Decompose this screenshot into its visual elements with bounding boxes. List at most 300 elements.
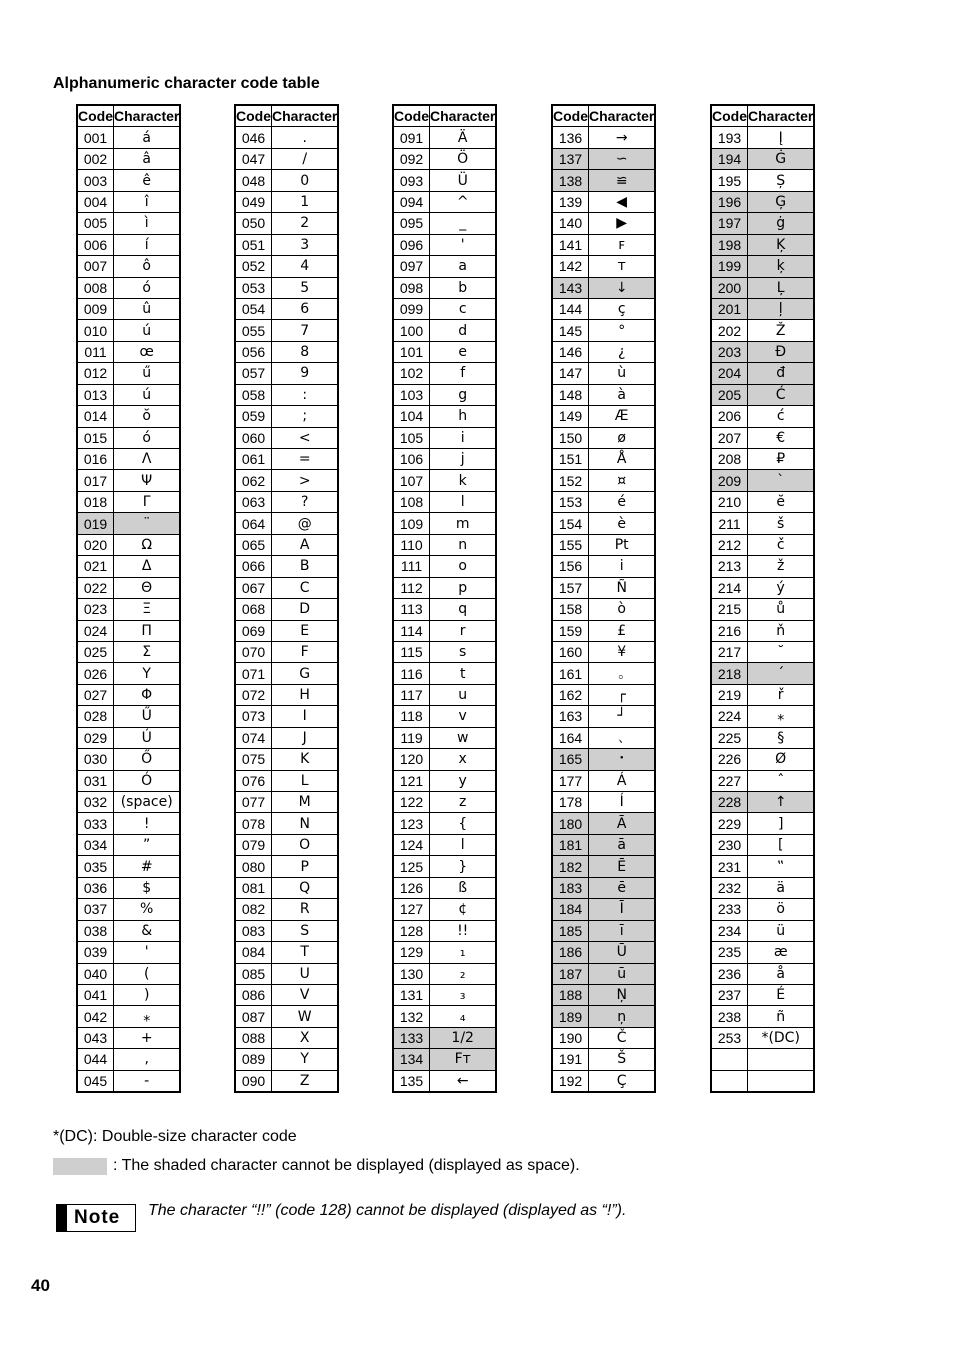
code-cell: 144 <box>552 298 589 319</box>
character-cell: ∽ <box>589 148 656 169</box>
table-row <box>552 942 655 963</box>
table-row <box>711 963 814 984</box>
code-cell: 234 <box>711 920 748 941</box>
code-cell: 020 <box>77 534 114 555</box>
character-cell: ､ <box>589 727 656 748</box>
table-row <box>393 298 496 319</box>
character-cell: 8 <box>272 341 339 362</box>
character-cell: ř <box>748 684 815 705</box>
character-cell: ū <box>589 963 656 984</box>
character-cell: ” <box>114 834 181 855</box>
code-cell: 082 <box>235 899 272 920</box>
code-cell: 036 <box>77 877 114 898</box>
code-cell: 230 <box>711 834 748 855</box>
code-cell: 067 <box>235 577 272 598</box>
code-cell: 086 <box>235 984 272 1005</box>
code-header: Code <box>393 105 430 127</box>
code-cell: 025 <box>77 641 114 662</box>
code-cell: 092 <box>393 148 430 169</box>
code-cell: 077 <box>235 792 272 813</box>
character-cell: l <box>430 834 497 855</box>
table-row <box>77 556 180 577</box>
character-header: Character <box>589 105 656 127</box>
character-cell: ˋ <box>748 470 815 491</box>
character-cell: Ó <box>114 770 181 791</box>
table-row <box>77 684 180 705</box>
table-row <box>711 641 814 662</box>
table-row <box>711 534 814 555</box>
character-cell: ű <box>114 363 181 384</box>
character-cell: ¿ <box>589 341 656 362</box>
table-row <box>393 1049 496 1070</box>
header-row <box>77 105 180 127</box>
table-row <box>77 363 180 384</box>
code-header: Code <box>77 105 114 127</box>
character-cell: Į <box>748 127 815 148</box>
character-cell: Ő <box>114 749 181 770</box>
character-cell: Ű <box>114 706 181 727</box>
code-cell: 162 <box>552 684 589 705</box>
table-row <box>711 191 814 212</box>
code-cell: 159 <box>552 620 589 641</box>
character-cell: Ķ <box>748 234 815 255</box>
table-row <box>711 449 814 470</box>
table-row <box>393 556 496 577</box>
table-row <box>77 792 180 813</box>
character-cell: Æ <box>589 406 656 427</box>
table-row <box>393 856 496 877</box>
character-cell: å <box>748 963 815 984</box>
code-cell: 135 <box>393 1070 430 1092</box>
code-cell: 109 <box>393 513 430 534</box>
character-cell: ⁎ <box>114 1006 181 1027</box>
table-row <box>77 427 180 448</box>
code-cell: 001 <box>77 127 114 148</box>
character-cell: Ș <box>748 170 815 191</box>
code-cell: 107 <box>393 470 430 491</box>
code-cell: 095 <box>393 213 430 234</box>
character-cell: Ü <box>430 170 497 191</box>
code-cell: 079 <box>235 834 272 855</box>
table-row <box>235 234 338 255</box>
table-row <box>393 706 496 727</box>
character-cell: g <box>430 384 497 405</box>
character-cell: + <box>114 1027 181 1048</box>
character-cell: [ <box>748 834 815 855</box>
table-row <box>711 170 814 191</box>
character-cell: Ξ <box>114 599 181 620</box>
code-cell: 207 <box>711 427 748 448</box>
code-cell: 111 <box>393 556 430 577</box>
code-cell: 057 <box>235 363 272 384</box>
code-table-4 <box>551 104 656 1093</box>
code-cell: 068 <box>235 599 272 620</box>
table-row <box>77 491 180 512</box>
table-row <box>711 127 814 148</box>
character-cell: ê <box>114 170 181 191</box>
table-row <box>711 491 814 512</box>
code-cell: 011 <box>77 341 114 362</box>
table-row <box>77 899 180 920</box>
character-cell: Å <box>589 449 656 470</box>
table-row <box>235 556 338 577</box>
table-row <box>552 877 655 898</box>
table-row <box>77 963 180 984</box>
character-cell: / <box>272 148 339 169</box>
character-cell: *(DC) <box>748 1027 815 1048</box>
table-row <box>235 899 338 920</box>
character-cell: ! <box>114 813 181 834</box>
table-row <box>77 191 180 212</box>
code-cell: 085 <box>235 963 272 984</box>
code-cell: 030 <box>77 749 114 770</box>
code-cell: 018 <box>77 491 114 512</box>
code-cell: 233 <box>711 899 748 920</box>
code-cell: 216 <box>711 620 748 641</box>
character-cell: Ā <box>589 813 656 834</box>
note-text: The character “!!” (code 128) cannot be displayed (displayed as “!”). <box>148 1202 627 1219</box>
character-cell: h <box>430 406 497 427</box>
character-cell: £ <box>589 620 656 641</box>
code-cell: 148 <box>552 384 589 405</box>
table-row <box>393 599 496 620</box>
code-cell: 214 <box>711 577 748 598</box>
character-cell: u <box>430 684 497 705</box>
character-cell: 7 <box>272 320 339 341</box>
table-row <box>711 663 814 684</box>
code-cell: 040 <box>77 963 114 984</box>
table-row <box>393 920 496 941</box>
table-row <box>77 1049 180 1070</box>
character-cell: ˘ <box>748 641 815 662</box>
character-cell: O <box>272 834 339 855</box>
character-cell: N <box>272 813 339 834</box>
table-row <box>711 234 814 255</box>
character-cell: đ <box>748 363 815 384</box>
table-row <box>552 406 655 427</box>
code-cell: 143 <box>552 277 589 298</box>
code-cell: 099 <box>393 298 430 319</box>
code-cell: 100 <box>393 320 430 341</box>
table-row <box>393 406 496 427</box>
code-cell: 046 <box>235 127 272 148</box>
code-cell: 208 <box>711 449 748 470</box>
character-cell: 2 <box>272 213 339 234</box>
code-cell: 132 <box>393 1006 430 1027</box>
code-cell: 041 <box>77 984 114 1005</box>
table-row <box>711 256 814 277</box>
code-cell: 081 <box>235 877 272 898</box>
table-row <box>711 213 814 234</box>
character-cell: ü <box>748 920 815 941</box>
table-row <box>552 920 655 941</box>
character-cell: Ģ <box>748 191 815 212</box>
code-cell: 210 <box>711 491 748 512</box>
table-row <box>552 834 655 855</box>
table-row <box>393 491 496 512</box>
character-cell: Ġ <box>748 148 815 169</box>
character-cell: ç <box>589 298 656 319</box>
character-cell: T <box>272 942 339 963</box>
code-cell: 037 <box>77 899 114 920</box>
table-row <box>711 1070 814 1092</box>
character-cell: § <box>748 727 815 748</box>
table-row <box>393 727 496 748</box>
code-cell: 044 <box>77 1049 114 1070</box>
character-cell: æ <box>748 942 815 963</box>
code-cell: 197 <box>711 213 748 234</box>
character-cell: ó <box>114 277 181 298</box>
code-cell: 165 <box>552 749 589 770</box>
character-cell: - <box>114 1070 181 1092</box>
character-cell: Ć <box>748 384 815 405</box>
table-row <box>77 599 180 620</box>
character-cell: Θ <box>114 577 181 598</box>
code-cell: 033 <box>77 813 114 834</box>
header-row <box>235 105 338 127</box>
character-cell: Ä <box>430 127 497 148</box>
table-row <box>77 834 180 855</box>
table-row <box>235 491 338 512</box>
character-cell: Ū <box>589 942 656 963</box>
table-row <box>552 341 655 362</box>
character-cell: % <box>114 899 181 920</box>
code-cell: 058 <box>235 384 272 405</box>
character-cell: Ņ <box>589 984 656 1005</box>
code-cell: 180 <box>552 813 589 834</box>
character-cell: ₂ <box>430 963 497 984</box>
table-row <box>235 384 338 405</box>
code-cell: 063 <box>235 491 272 512</box>
table-row <box>711 770 814 791</box>
code-cell: 149 <box>552 406 589 427</box>
table-row <box>235 942 338 963</box>
code-cell: 104 <box>393 406 430 427</box>
character-cell: x <box>430 749 497 770</box>
character-cell: 1 <box>272 191 339 212</box>
table-row <box>711 620 814 641</box>
shade-legend-text: : The shaded character cannot be displayed (displayed as space). <box>113 1157 580 1174</box>
character-cell: F <box>272 641 339 662</box>
code-cell: 014 <box>77 406 114 427</box>
character-cell: ₃ <box>430 984 497 1005</box>
table-row <box>552 213 655 234</box>
table-row <box>235 1006 338 1027</box>
character-cell: @ <box>272 513 339 534</box>
character-cell: & <box>114 920 181 941</box>
table-title: Alphanumeric character code table <box>53 75 320 92</box>
header-row <box>552 105 655 127</box>
table-row <box>552 663 655 684</box>
table-row <box>552 706 655 727</box>
code-cell: 002 <box>77 148 114 169</box>
character-cell: ò <box>589 599 656 620</box>
table-row <box>393 363 496 384</box>
character-cell: a <box>430 256 497 277</box>
table-row <box>711 942 814 963</box>
table-row <box>77 384 180 405</box>
code-cell <box>711 1070 748 1092</box>
table-row <box>235 127 338 148</box>
code-cell <box>711 1049 748 1070</box>
code-cell: 034 <box>77 834 114 855</box>
code-cell: 050 <box>235 213 272 234</box>
code-cell: 188 <box>552 984 589 1005</box>
table-row <box>552 256 655 277</box>
code-cell: 069 <box>235 620 272 641</box>
table-row <box>552 148 655 169</box>
table-row <box>552 856 655 877</box>
code-cell: 045 <box>77 1070 114 1092</box>
table-row <box>552 599 655 620</box>
character-cell: ņ <box>589 1006 656 1027</box>
character-cell: y <box>430 770 497 791</box>
character-cell: R <box>272 899 339 920</box>
code-cell: 202 <box>711 320 748 341</box>
shade-legend <box>53 1157 580 1175</box>
table-row <box>235 792 338 813</box>
table-row <box>711 1027 814 1048</box>
character-header: Character <box>748 105 815 127</box>
code-cell: 164 <box>552 727 589 748</box>
character-cell: ← <box>430 1070 497 1092</box>
character-cell: L <box>272 770 339 791</box>
code-cell: 127 <box>393 899 430 920</box>
table-row <box>235 684 338 705</box>
code-cell: 071 <box>235 663 272 684</box>
code-cell: 155 <box>552 534 589 555</box>
character-cell: ≌ <box>589 170 656 191</box>
table-row <box>393 620 496 641</box>
table-row <box>235 834 338 855</box>
code-cell: 062 <box>235 470 272 491</box>
code-cell: 023 <box>77 599 114 620</box>
character-cell: > <box>272 470 339 491</box>
character-cell: ₄ <box>430 1006 497 1027</box>
code-cell: 043 <box>77 1027 114 1048</box>
code-cell: 003 <box>77 170 114 191</box>
character-cell: < <box>272 427 339 448</box>
code-cell: 142 <box>552 256 589 277</box>
character-cell: ú <box>114 320 181 341</box>
table-row <box>552 449 655 470</box>
code-cell: 108 <box>393 491 430 512</box>
character-cell <box>748 1070 815 1092</box>
character-header: Character <box>272 105 339 127</box>
character-cell: 9 <box>272 363 339 384</box>
table-row <box>393 449 496 470</box>
code-cell: 056 <box>235 341 272 362</box>
character-cell: # <box>114 856 181 877</box>
character-cell: č <box>748 534 815 555</box>
character-cell: j <box>430 449 497 470</box>
table-row <box>552 963 655 984</box>
code-cell: 177 <box>552 770 589 791</box>
character-cell: B <box>272 556 339 577</box>
character-cell: H <box>272 684 339 705</box>
character-cell: S <box>272 920 339 941</box>
character-cell: ž <box>748 556 815 577</box>
table-row <box>711 148 814 169</box>
character-cell: Š <box>589 1049 656 1070</box>
code-cell: 126 <box>393 877 430 898</box>
character-cell: ó <box>114 427 181 448</box>
code-cell: 140 <box>552 213 589 234</box>
code-cell: 146 <box>552 341 589 362</box>
table-row <box>711 470 814 491</box>
code-cell: 012 <box>77 363 114 384</box>
code-cell: 253 <box>711 1027 748 1048</box>
code-table-5 <box>710 104 815 1093</box>
character-cell: ' <box>430 234 497 255</box>
character-cell: Y <box>272 1049 339 1070</box>
table-row <box>711 684 814 705</box>
character-header: Character <box>430 105 497 127</box>
code-cell: 016 <box>77 449 114 470</box>
table-row <box>552 191 655 212</box>
code-cell: 098 <box>393 277 430 298</box>
dc-footnote: *(DC): Double-size character code <box>53 1128 297 1145</box>
character-cell: ¢ <box>430 899 497 920</box>
code-cell: 215 <box>711 599 748 620</box>
code-cell: 136 <box>552 127 589 148</box>
character-cell: I <box>272 706 339 727</box>
table-row <box>552 384 655 405</box>
code-cell: 026 <box>77 663 114 684</box>
character-cell: ･ <box>589 749 656 770</box>
character-cell: Υ <box>114 663 181 684</box>
table-row <box>77 1070 180 1092</box>
character-cell: P <box>272 856 339 877</box>
character-cell: š <box>748 513 815 534</box>
table-row <box>235 727 338 748</box>
code-cell: 213 <box>711 556 748 577</box>
table-row <box>77 706 180 727</box>
table-row <box>393 577 496 598</box>
code-cell: 139 <box>552 191 589 212</box>
code-cell: 226 <box>711 749 748 770</box>
character-cell: q <box>430 599 497 620</box>
character-cell: Ú <box>114 727 181 748</box>
table-row <box>393 770 496 791</box>
code-cell: 112 <box>393 577 430 598</box>
table-row <box>552 491 655 512</box>
note-badge-bar <box>57 1205 67 1231</box>
character-cell: ¥ <box>589 641 656 662</box>
character-cell: Ø <box>748 749 815 770</box>
code-cell: 083 <box>235 920 272 941</box>
code-cell: 091 <box>393 127 430 148</box>
code-header: Code <box>235 105 272 127</box>
table-row <box>711 877 814 898</box>
character-cell: ķ <box>748 256 815 277</box>
character-cell: X <box>272 1027 339 1048</box>
code-cell: 178 <box>552 792 589 813</box>
table-row <box>77 877 180 898</box>
table-row <box>235 920 338 941</box>
table-row <box>552 277 655 298</box>
code-cell: 236 <box>711 963 748 984</box>
character-cell: V <box>272 984 339 1005</box>
character-cell: ↓ <box>589 277 656 298</box>
table-row <box>235 963 338 984</box>
character-cell: J <box>272 727 339 748</box>
code-cell: 119 <box>393 727 430 748</box>
table-row <box>235 856 338 877</box>
table-row <box>393 1006 496 1027</box>
character-cell: Ñ <box>589 577 656 598</box>
table-row <box>393 341 496 362</box>
